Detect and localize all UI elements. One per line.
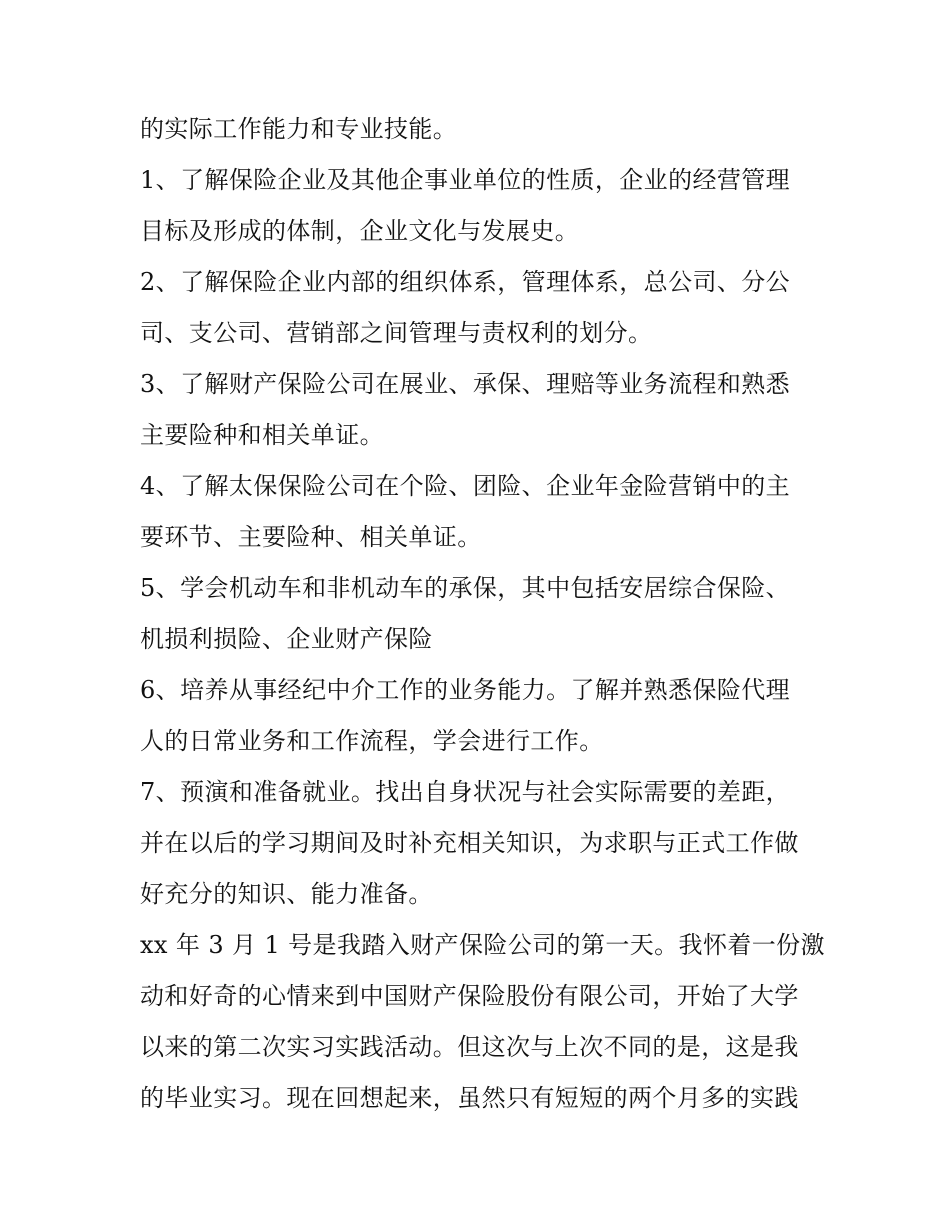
text-line: 6、培养从事经纪中介工作的业务能力。了解并熟悉保险代理: [140, 676, 791, 704]
text-line: 3、了解财产保险公司在展业、承保、理赔等业务流程和熟悉: [140, 370, 791, 398]
text-line: 并在以后的学习期间及时补充相关知识，为求职与正式工作做: [140, 829, 799, 857]
text-line: 要环节、主要险种、相关单证。: [140, 523, 482, 551]
text-line: 目标及形成的体制，企业文化与发展史。: [140, 217, 580, 245]
body-text: [140, 104, 825, 1124]
text-line: 7、预演和准备就业。找出自身状况与社会实际需要的差距，: [140, 778, 791, 806]
text-line: 人的日常业务和工作流程，学会进行工作。: [140, 727, 604, 755]
text-line: 司、支公司、营销部之间管理与责权利的划分。: [140, 319, 653, 347]
text-line: 1、了解保险企业及其他企事业单位的性质，企业的经营管理: [140, 166, 791, 194]
text-line: 机损利损险、企业财产保险: [140, 625, 433, 653]
text-line: 4、了解太保保险公司在个险、团险、企业年金险营销中的主: [140, 472, 791, 500]
text-line: 主要险种和相关单证。: [140, 421, 384, 449]
text-line: 的实际工作能力和专业技能。: [140, 115, 458, 143]
text-line: 的毕业实习。现在回想起来，虽然只有短短的两个月多的实践: [140, 1084, 799, 1112]
text-line: xx 年 3 月 1 号是我踏入财产保险公司的第一天。我怀着一份激: [140, 931, 825, 959]
text-line: 2、了解保险企业内部的组织体系，管理体系，总公司、分公: [140, 268, 791, 296]
text-line: 以来的第二次实习实践活动。但这次与上次不同的是，这是我: [140, 1033, 799, 1061]
text-line: 好充分的知识、能力准备。: [140, 880, 433, 908]
text-line: 动和好奇的心情来到中国财产保险股份有限公司，开始了大学: [140, 982, 799, 1010]
text-line: 5、学会机动车和非机动车的承保，其中包括安居综合保险、: [140, 574, 791, 602]
